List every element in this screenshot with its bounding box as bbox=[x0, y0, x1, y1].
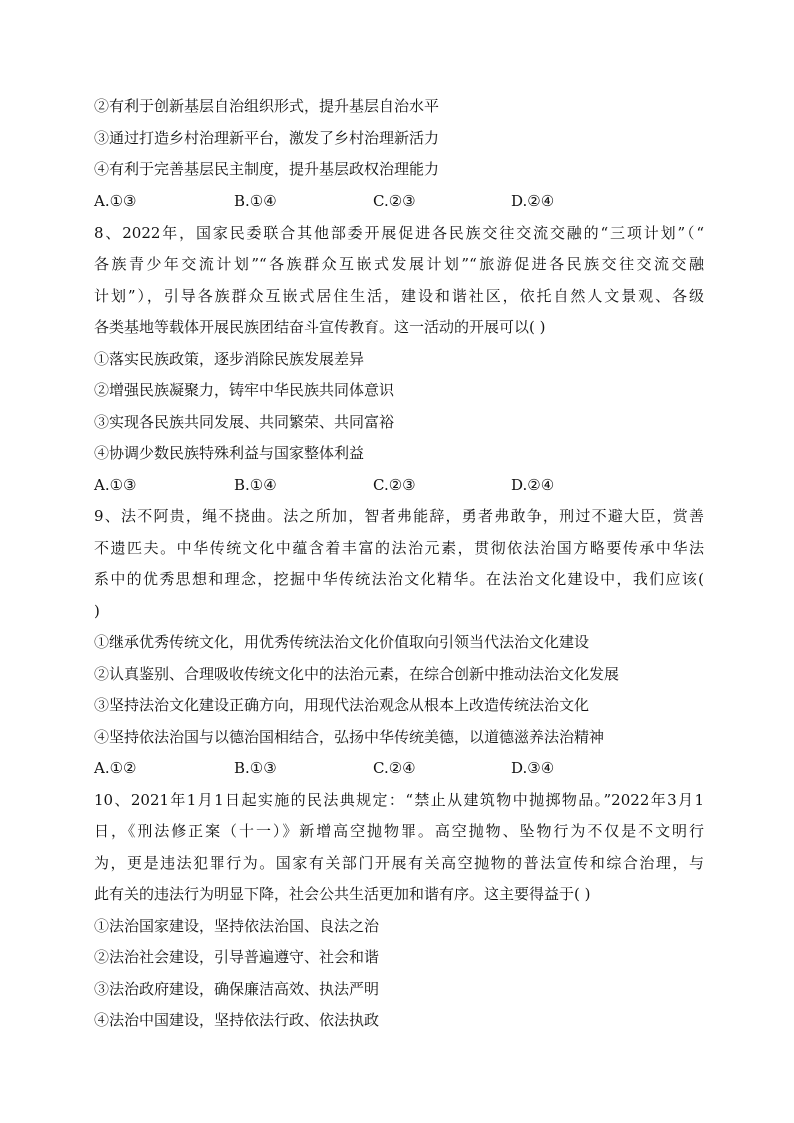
question-9-option: ③坚持法治文化建设正确方向，用现代法治观念从根本上改造传统法治文化 bbox=[94, 696, 590, 714]
answer-b: B.①③ bbox=[234, 759, 277, 777]
option-line: ②有利于创新基层自治组织形式，提升基层自治水平 bbox=[94, 97, 440, 115]
question-8-stem: 计划”），引导各族群众互嵌式居住生活，建设和谐社区，依托自然人文景观、各级 bbox=[94, 287, 704, 305]
answer-b: B.①④ bbox=[234, 192, 277, 210]
option-line: ③通过打造乡村治理新平台，激发了乡村治理新活力 bbox=[94, 129, 440, 147]
answer-c: C.②③ bbox=[373, 192, 416, 210]
question-9-option: ④坚持依法治国与以德治国相结合，弘扬中华传统美德，以道德滋养法治精神 bbox=[94, 728, 605, 746]
question-9-option: ②认真鉴别、合理吸收传统文化中的法治元素，在综合创新中推动法治文化发展 bbox=[94, 665, 620, 683]
answer-a: A.①③ bbox=[94, 192, 137, 210]
question-9-stem: ) bbox=[94, 602, 100, 620]
question-8-option: ①落实民族政策，逐步消除民族发展差异 bbox=[94, 350, 365, 368]
answer-b: B.①④ bbox=[234, 476, 277, 494]
question-10-option: ①法治国家建设，坚持依法治国、良法之治 bbox=[94, 917, 380, 935]
question-8-stem: 各类基地等载体开展民族团结奋斗宣传教育。这一活动的开展可以( ) bbox=[94, 318, 546, 336]
question-8-option: ④协调少数民族特殊利益与国家整体利益 bbox=[94, 444, 365, 462]
answer-d: D.②④ bbox=[511, 476, 555, 494]
question-10-stem: 10、2021年1月1日起实施的民法典规定：“禁止从建筑物中抛掷物品。”2022年3月1 bbox=[94, 791, 704, 809]
question-9-stem: 9、法不阿贵，绳不挠曲。法之所加，智者弗能辞，勇者弗敢争，刑过不避大臣，赏善 bbox=[94, 507, 704, 525]
answer-c: C.②③ bbox=[373, 476, 416, 494]
question-9-option: ①继承优秀传统文化，用优秀传统法治文化价值取向引领当代法治文化建设 bbox=[94, 633, 590, 651]
answer-a: A.①② bbox=[94, 759, 137, 777]
question-10-option: ④法治中国建设，坚持依法行政、依法执政 bbox=[94, 1011, 380, 1029]
answer-choices bbox=[94, 191, 704, 211]
question-10-stem: 此有关的违法行为明显下降，社会公共生活更加和谐有序。这主要得益于( ) bbox=[94, 885, 591, 903]
question-8-stem: 8、2022年，国家民委联合其他部委开展促进各民族交往交流交融的“三项计划”（“ bbox=[94, 224, 704, 242]
question-9-answers bbox=[94, 758, 704, 778]
question-9-stem: 不遗匹夫。中华传统文化中蕴含着丰富的法治元素，贯彻依法治国方略要传承中华法 bbox=[94, 539, 704, 557]
question-9-stem: 系中的优秀思想和理念，挖掘中华传统法治文化精华。在法治文化建设中，我们应该( bbox=[94, 570, 704, 588]
question-10-option: ③法治政府建设，确保廉洁高效、执法严明 bbox=[94, 980, 380, 998]
question-10-option: ②法治社会建设，引导普遍遵守、社会和谐 bbox=[94, 948, 380, 966]
answer-c: C.②④ bbox=[373, 759, 416, 777]
question-8-answers bbox=[94, 475, 704, 495]
question-10-stem: 为，更是违法犯罪行为。国家有关部门开展有关高空抛物的普法宣传和综合治理，与 bbox=[94, 854, 704, 872]
answer-d: D.③④ bbox=[511, 759, 555, 777]
answer-d: D.②④ bbox=[511, 192, 555, 210]
question-8-stem: 各族青少年交流计划”“各族群众互嵌式发展计划”“旅游促进各民族交往交流交融 bbox=[94, 255, 704, 273]
question-10-stem: 日，《刑法修正案（十一）》新增高空抛物罪。高空抛物、坠物行为不仅是不文明行 bbox=[94, 822, 704, 840]
answer-a: A.①③ bbox=[94, 476, 137, 494]
question-8-option: ②增强民族凝聚力，铸牢中华民族共同体意识 bbox=[94, 381, 395, 399]
option-line: ④有利于完善基层民主制度，提升基层政权治理能力 bbox=[94, 160, 440, 178]
question-8-option: ③实现各民族共同发展、共同繁荣、共同富裕 bbox=[94, 413, 395, 431]
